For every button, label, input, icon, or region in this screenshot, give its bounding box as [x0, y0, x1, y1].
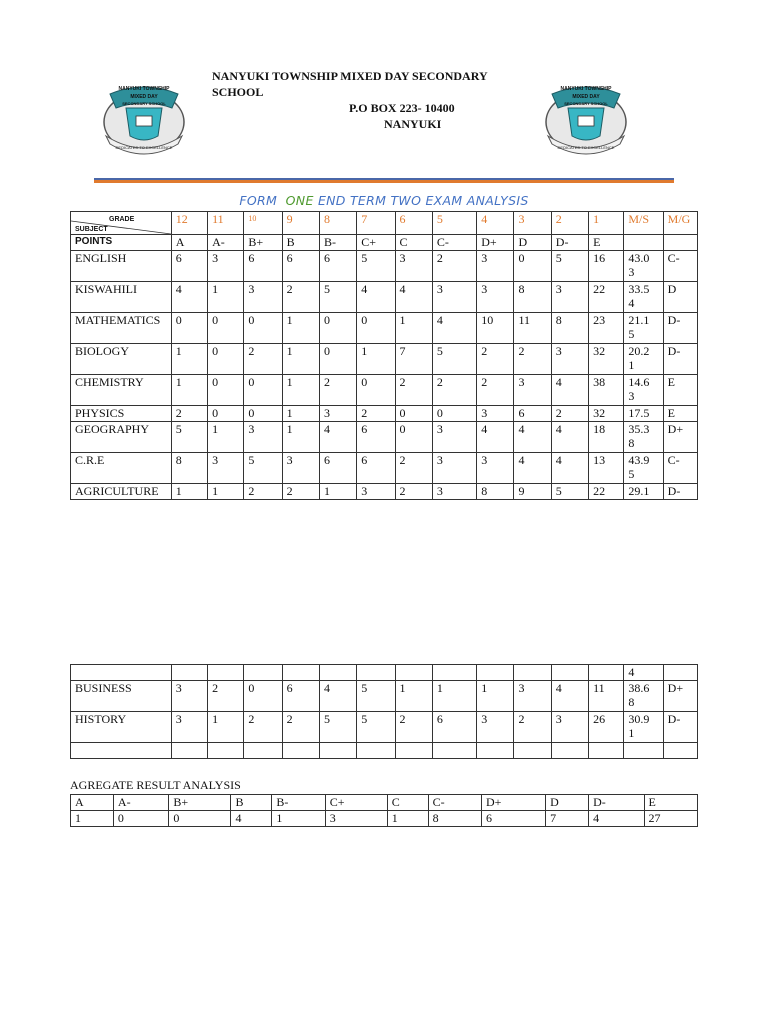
grade-count-cell: 3: [282, 453, 319, 484]
grade-cell: A: [171, 235, 207, 251]
points-cell: 1: [589, 212, 624, 235]
school-town: NANYUKI: [384, 117, 442, 131]
empty-cell: [551, 665, 588, 681]
grade-count-cell: 1: [208, 282, 244, 313]
grade-count-cell: 1: [432, 681, 476, 712]
grade-count-cell: 5: [357, 712, 395, 743]
grade-count-cell: 11: [589, 681, 624, 712]
grade-count-cell: 1: [477, 681, 514, 712]
aggregate-count-cell: 0: [169, 811, 231, 827]
grade-count-cell: 3: [432, 484, 476, 500]
grade-count-cell: 6: [319, 453, 356, 484]
subject-name-cell: BUSINESS: [71, 681, 172, 712]
grade-count-cell: 2: [208, 681, 244, 712]
grade-count-cell: 6: [282, 681, 319, 712]
empty-cell: [171, 665, 207, 681]
aggregate-table: [70, 794, 698, 827]
grade-count-cell: 0: [432, 406, 476, 422]
grade-count-cell: 2: [514, 344, 551, 375]
grade-count-cell: 3: [514, 375, 551, 406]
grade-count-cell: 1: [395, 313, 432, 344]
school-name-line1: NANYUKI TOWNSHIP MIXED DAY SECONDARY: [212, 69, 488, 83]
grade-cell: E: [589, 235, 624, 251]
aggregate-grade-cell: C: [387, 795, 428, 811]
subject-row: [71, 375, 698, 406]
grade-count-cell: 5: [244, 453, 282, 484]
grade-count-cell: 1: [282, 422, 319, 453]
aggregate-grade-cell: C+: [325, 795, 387, 811]
grade-count-cell: 1: [208, 712, 244, 743]
grade-count-cell: 6: [244, 251, 282, 282]
mg-header-cell: M/G: [663, 212, 697, 235]
subject-row: [71, 422, 698, 453]
grade-count-cell: 4: [551, 375, 588, 406]
grades-header-row: [71, 235, 698, 251]
empty-cell: [477, 665, 514, 681]
mean-score-cell: 43.0 3: [624, 251, 663, 282]
mean-score-cell: 38.6 8: [624, 681, 663, 712]
grade-count-cell: 5: [432, 344, 476, 375]
grade-count-cell: 26: [589, 712, 624, 743]
carry-ms-cell: 4: [624, 665, 663, 681]
grade-count-cell: 5: [171, 422, 207, 453]
aggregate-count-cell: 4: [231, 811, 272, 827]
aggregate-grade-cell: D: [546, 795, 589, 811]
logo-text-line3: SECONDARY SCHOOL: [564, 101, 608, 106]
grade-count-cell: 6: [357, 453, 395, 484]
aggregate-grades-row: [71, 795, 698, 811]
aggregate-count-cell: 4: [589, 811, 644, 827]
subject-row: [71, 681, 698, 712]
grade-count-cell: 0: [357, 375, 395, 406]
subject-name-cell: BIOLOGY: [71, 344, 172, 375]
mean-score-cell: 43.9 5: [624, 453, 663, 484]
aggregate-count-cell: 1: [387, 811, 428, 827]
mean-grade-cell: D: [663, 282, 697, 313]
empty-cell: [208, 665, 244, 681]
grade-count-cell: 2: [395, 453, 432, 484]
subject-row: [71, 313, 698, 344]
grade-count-cell: 0: [244, 406, 282, 422]
exam-title-form: FORM: [239, 193, 278, 208]
mean-score-cell: 33.5 4: [624, 282, 663, 313]
grade-count-cell: 3: [551, 712, 588, 743]
subject-name-cell: CHEMISTRY: [71, 375, 172, 406]
grade-count-cell: 8: [514, 282, 551, 313]
grade-count-cell: 1: [171, 484, 207, 500]
mean-score-cell: 30.9 1: [624, 712, 663, 743]
mean-grade-cell: C-: [663, 251, 697, 282]
grade-count-cell: 3: [171, 712, 207, 743]
grade-count-cell: 0: [244, 681, 282, 712]
aggregate-grade-cell: D-: [589, 795, 644, 811]
points-cell: 2: [551, 212, 588, 235]
grade-count-cell: 4: [551, 422, 588, 453]
subject-name-cell: AGRICULTURE: [71, 484, 172, 500]
points-cell: 7: [357, 212, 395, 235]
aggregate-grade-cell: E: [644, 795, 697, 811]
grade-count-cell: 1: [282, 344, 319, 375]
logo-text-line3: SECONDARY SCHOOL: [122, 101, 166, 106]
subject-row: [71, 406, 698, 422]
grade-count-cell: 7: [395, 344, 432, 375]
grade-count-cell: 0: [244, 375, 282, 406]
subject-row: [71, 712, 698, 743]
grade-count-cell: 3: [477, 406, 514, 422]
subject-analysis-table-continued: [70, 664, 698, 759]
grade-count-cell: 1: [282, 313, 319, 344]
mean-score-cell: 35.3 8: [624, 422, 663, 453]
aggregate-grade-cell: B-: [272, 795, 325, 811]
aggregate-grade-cell: B+: [169, 795, 231, 811]
corner-subject-label: SUBJECT: [75, 226, 108, 233]
grade-count-cell: 2: [282, 282, 319, 313]
points-cell: 11: [208, 212, 244, 235]
grade-count-cell: 4: [432, 313, 476, 344]
grade-count-cell: 3: [357, 484, 395, 500]
aggregate-grade-cell: C-: [428, 795, 481, 811]
points-header-row: [71, 212, 698, 235]
grade-count-cell: 4: [514, 453, 551, 484]
grade-count-cell: 3: [244, 422, 282, 453]
grade-count-cell: 2: [551, 406, 588, 422]
grade-count-cell: 3: [551, 344, 588, 375]
grade-count-cell: 4: [514, 422, 551, 453]
grade-count-cell: 5: [551, 484, 588, 500]
grade-count-cell: 1: [357, 344, 395, 375]
grade-count-cell: 0: [319, 344, 356, 375]
subject-name-cell: PHYSICS: [71, 406, 172, 422]
subject-row: [71, 453, 698, 484]
grade-count-cell: 3: [432, 453, 476, 484]
grade-count-cell: 5: [551, 251, 588, 282]
corner-cell: [71, 212, 172, 235]
grade-count-cell: 6: [319, 251, 356, 282]
grade-count-cell: 2: [395, 484, 432, 500]
grade-count-cell: 32: [589, 406, 624, 422]
grade-count-cell: 3: [551, 282, 588, 313]
points-cell: 3: [514, 212, 551, 235]
points-cell: 8: [319, 212, 356, 235]
grade-count-cell: 4: [357, 282, 395, 313]
grade-count-cell: 1: [282, 375, 319, 406]
mean-grade-cell: E: [663, 375, 697, 406]
grade-count-cell: 13: [589, 453, 624, 484]
grade-count-cell: 22: [589, 484, 624, 500]
grade-count-cell: 3: [319, 406, 356, 422]
grade-count-cell: 6: [514, 406, 551, 422]
aggregate-count-cell: 27: [644, 811, 697, 827]
grade-count-cell: 3: [395, 251, 432, 282]
grade-count-cell: 6: [171, 251, 207, 282]
empty-cell: [589, 665, 624, 681]
grade-count-cell: 6: [357, 422, 395, 453]
grade-count-cell: 2: [244, 484, 282, 500]
grade-count-cell: 10: [477, 313, 514, 344]
grade-count-cell: 8: [171, 453, 207, 484]
school-name-line2: SCHOOL: [212, 85, 264, 99]
subject-name-cell: HISTORY: [71, 712, 172, 743]
aggregate-grade-cell: B: [231, 795, 272, 811]
grade-count-cell: 3: [171, 681, 207, 712]
header-rule-orange: [94, 180, 674, 183]
grade-count-cell: 38: [589, 375, 624, 406]
grade-count-cell: 3: [477, 251, 514, 282]
school-logo-left: [96, 78, 192, 158]
exam-title-one: ONE: [285, 193, 314, 208]
exam-title-rest: END TERM TWO EXAM ANALYSIS: [317, 193, 529, 208]
grade-count-cell: 4: [319, 422, 356, 453]
grade-count-cell: 0: [357, 313, 395, 344]
aggregate-count-cell: 8: [428, 811, 481, 827]
grade-count-cell: 1: [208, 484, 244, 500]
points-cell: 12: [171, 212, 207, 235]
aggregate-title: AGREGATE RESULT ANALYSIS: [70, 778, 241, 792]
grade-count-cell: 2: [244, 344, 282, 375]
empty-cell: [357, 665, 395, 681]
grade-count-cell: 1: [171, 375, 207, 406]
grade-count-cell: 2: [282, 712, 319, 743]
grade-count-cell: 3: [477, 453, 514, 484]
grade-count-cell: 2: [477, 344, 514, 375]
grade-count-cell: 32: [589, 344, 624, 375]
empty-cell: [663, 665, 697, 681]
grade-count-cell: 0: [208, 375, 244, 406]
mean-score-cell: 29.1: [624, 484, 663, 500]
empty-row: [71, 743, 698, 759]
carry-over-row: [71, 665, 698, 681]
subject-name-cell: MATHEMATICS: [71, 313, 172, 344]
grade-cell: A-: [208, 235, 244, 251]
logo-text-line2: MIXED DAY: [572, 94, 600, 100]
grade-count-cell: 5: [357, 681, 395, 712]
grade-count-cell: 5: [319, 712, 356, 743]
grade-count-cell: 1: [395, 681, 432, 712]
grade-count-cell: 5: [357, 251, 395, 282]
grade-count-cell: 2: [514, 712, 551, 743]
grade-count-cell: 2: [395, 712, 432, 743]
empty-cell: [432, 665, 476, 681]
grade-count-cell: 3: [477, 282, 514, 313]
grade-cell: C+: [357, 235, 395, 251]
grade-count-cell: 4: [551, 453, 588, 484]
empty-cell: [319, 665, 356, 681]
aggregate-count-cell: 0: [113, 811, 168, 827]
mean-grade-cell: C-: [663, 453, 697, 484]
grade-count-cell: 0: [208, 406, 244, 422]
grade-count-cell: 3: [432, 422, 476, 453]
aggregate-count-cell: 1: [71, 811, 114, 827]
subject-row: [71, 251, 698, 282]
grade-cell: D: [514, 235, 551, 251]
grade-count-cell: 16: [589, 251, 624, 282]
mean-grade-cell: D+: [663, 681, 697, 712]
logo-text-line1: NANYUKI TOWNSHIP: [118, 86, 170, 92]
aggregate-count-cell: 3: [325, 811, 387, 827]
points-cell: 9: [282, 212, 319, 235]
grade-cell: C: [395, 235, 432, 251]
mean-grade-cell: E: [663, 406, 697, 422]
grade-cell: B-: [319, 235, 356, 251]
subject-name-cell: ENGLISH: [71, 251, 172, 282]
logo-motto: DEDICATED TO EXCELLENCE: [557, 145, 615, 150]
subject-analysis-table: [70, 211, 698, 500]
grade-count-cell: 18: [589, 422, 624, 453]
empty-cell: [514, 665, 551, 681]
grade-cell: [624, 235, 663, 251]
subject-row: [71, 282, 698, 313]
grade-cell: C-: [432, 235, 476, 251]
subject-row: [71, 484, 698, 500]
grade-count-cell: 2: [432, 251, 476, 282]
subject-name-cell: KISWAHILI: [71, 282, 172, 313]
grade-count-cell: 3: [514, 681, 551, 712]
grade-count-cell: 4: [171, 282, 207, 313]
school-logo-right: [538, 78, 634, 158]
mean-score-cell: 14.6 3: [624, 375, 663, 406]
mean-score-cell: 17.5: [624, 406, 663, 422]
points-cell: 5: [432, 212, 476, 235]
ms-header-cell: M/S: [624, 212, 663, 235]
points-row-label: POINTS: [71, 235, 172, 251]
subject-rows: [71, 251, 698, 500]
grade-count-cell: 22: [589, 282, 624, 313]
grade-count-cell: 1: [319, 484, 356, 500]
aggregate-grade-cell: A: [71, 795, 114, 811]
aggregate-counts-row: [71, 811, 698, 827]
aggregate-grade-cell: A-: [113, 795, 168, 811]
grade-count-cell: 6: [432, 712, 476, 743]
grade-count-cell: 3: [208, 453, 244, 484]
subject-row: [71, 344, 698, 375]
mean-score-cell: 20.2 1: [624, 344, 663, 375]
grade-count-cell: 1: [208, 422, 244, 453]
grade-count-cell: 8: [551, 313, 588, 344]
grade-count-cell: 3: [208, 251, 244, 282]
grade-count-cell: 2: [357, 406, 395, 422]
grade-count-cell: 2: [282, 484, 319, 500]
grade-count-cell: 0: [208, 313, 244, 344]
grade-count-cell: 2: [432, 375, 476, 406]
grade-count-cell: 0: [244, 313, 282, 344]
grade-count-cell: 6: [282, 251, 319, 282]
mean-grade-cell: D-: [663, 484, 697, 500]
grade-count-cell: 0: [171, 313, 207, 344]
grade-count-cell: 2: [171, 406, 207, 422]
grade-count-cell: 8: [477, 484, 514, 500]
grade-count-cell: 4: [551, 681, 588, 712]
empty-cell: [395, 665, 432, 681]
aggregate-grade-cell: D+: [482, 795, 546, 811]
grade-count-cell: 2: [244, 712, 282, 743]
points-cell: 4: [477, 212, 514, 235]
grade-count-cell: 3: [244, 282, 282, 313]
corner-grade-label: GRADE: [109, 216, 135, 223]
grade-count-cell: 5: [319, 282, 356, 313]
grade-count-cell: 1: [282, 406, 319, 422]
grade-count-cell: 0: [208, 344, 244, 375]
grade-count-cell: 23: [589, 313, 624, 344]
mean-grade-cell: D+: [663, 422, 697, 453]
empty-cell: [244, 665, 282, 681]
grade-count-cell: 4: [319, 681, 356, 712]
grade-cell: D+: [477, 235, 514, 251]
grade-cell: D-: [551, 235, 588, 251]
grade-count-cell: 2: [319, 375, 356, 406]
points-cell: 6: [395, 212, 432, 235]
grade-count-cell: 1: [171, 344, 207, 375]
points-cell: 10: [244, 212, 282, 235]
subject-name-cell: GEOGRAPHY: [71, 422, 172, 453]
grade-cell: [663, 235, 697, 251]
empty-cell: [282, 665, 319, 681]
grade-count-cell: 2: [477, 375, 514, 406]
logo-text-line2: MIXED DAY: [130, 94, 158, 100]
exam-title: [0, 193, 768, 208]
subject-name-cell: C.R.E: [71, 453, 172, 484]
grade-count-cell: 2: [395, 375, 432, 406]
grade-count-cell: 0: [395, 406, 432, 422]
mean-grade-cell: D-: [663, 313, 697, 344]
grade-count-cell: 0: [319, 313, 356, 344]
mean-score-cell: 21.1 5: [624, 313, 663, 344]
grade-count-cell: 3: [432, 282, 476, 313]
aggregate-count-cell: 7: [546, 811, 589, 827]
grade-count-cell: 11: [514, 313, 551, 344]
grade-count-cell: 0: [514, 251, 551, 282]
grade-cell: B: [282, 235, 319, 251]
mean-grade-cell: D-: [663, 344, 697, 375]
logo-text-line1: NANYUKI TOWNSHIP: [560, 86, 612, 92]
grade-count-cell: 0: [395, 422, 432, 453]
grade-count-cell: 4: [477, 422, 514, 453]
mean-grade-cell: D-: [663, 712, 697, 743]
aggregate-count-cell: 1: [272, 811, 325, 827]
grade-count-cell: 4: [395, 282, 432, 313]
empty-cell: [71, 665, 172, 681]
aggregate-count-cell: 6: [482, 811, 546, 827]
grade-count-cell: 9: [514, 484, 551, 500]
grade-count-cell: 3: [477, 712, 514, 743]
logo-motto: DEDICATED TO EXCELLENCE: [115, 145, 173, 150]
grade-cell: B+: [244, 235, 282, 251]
subject-rows-continued: [71, 681, 698, 743]
school-address: P.O BOX 223- 10400: [349, 101, 455, 115]
